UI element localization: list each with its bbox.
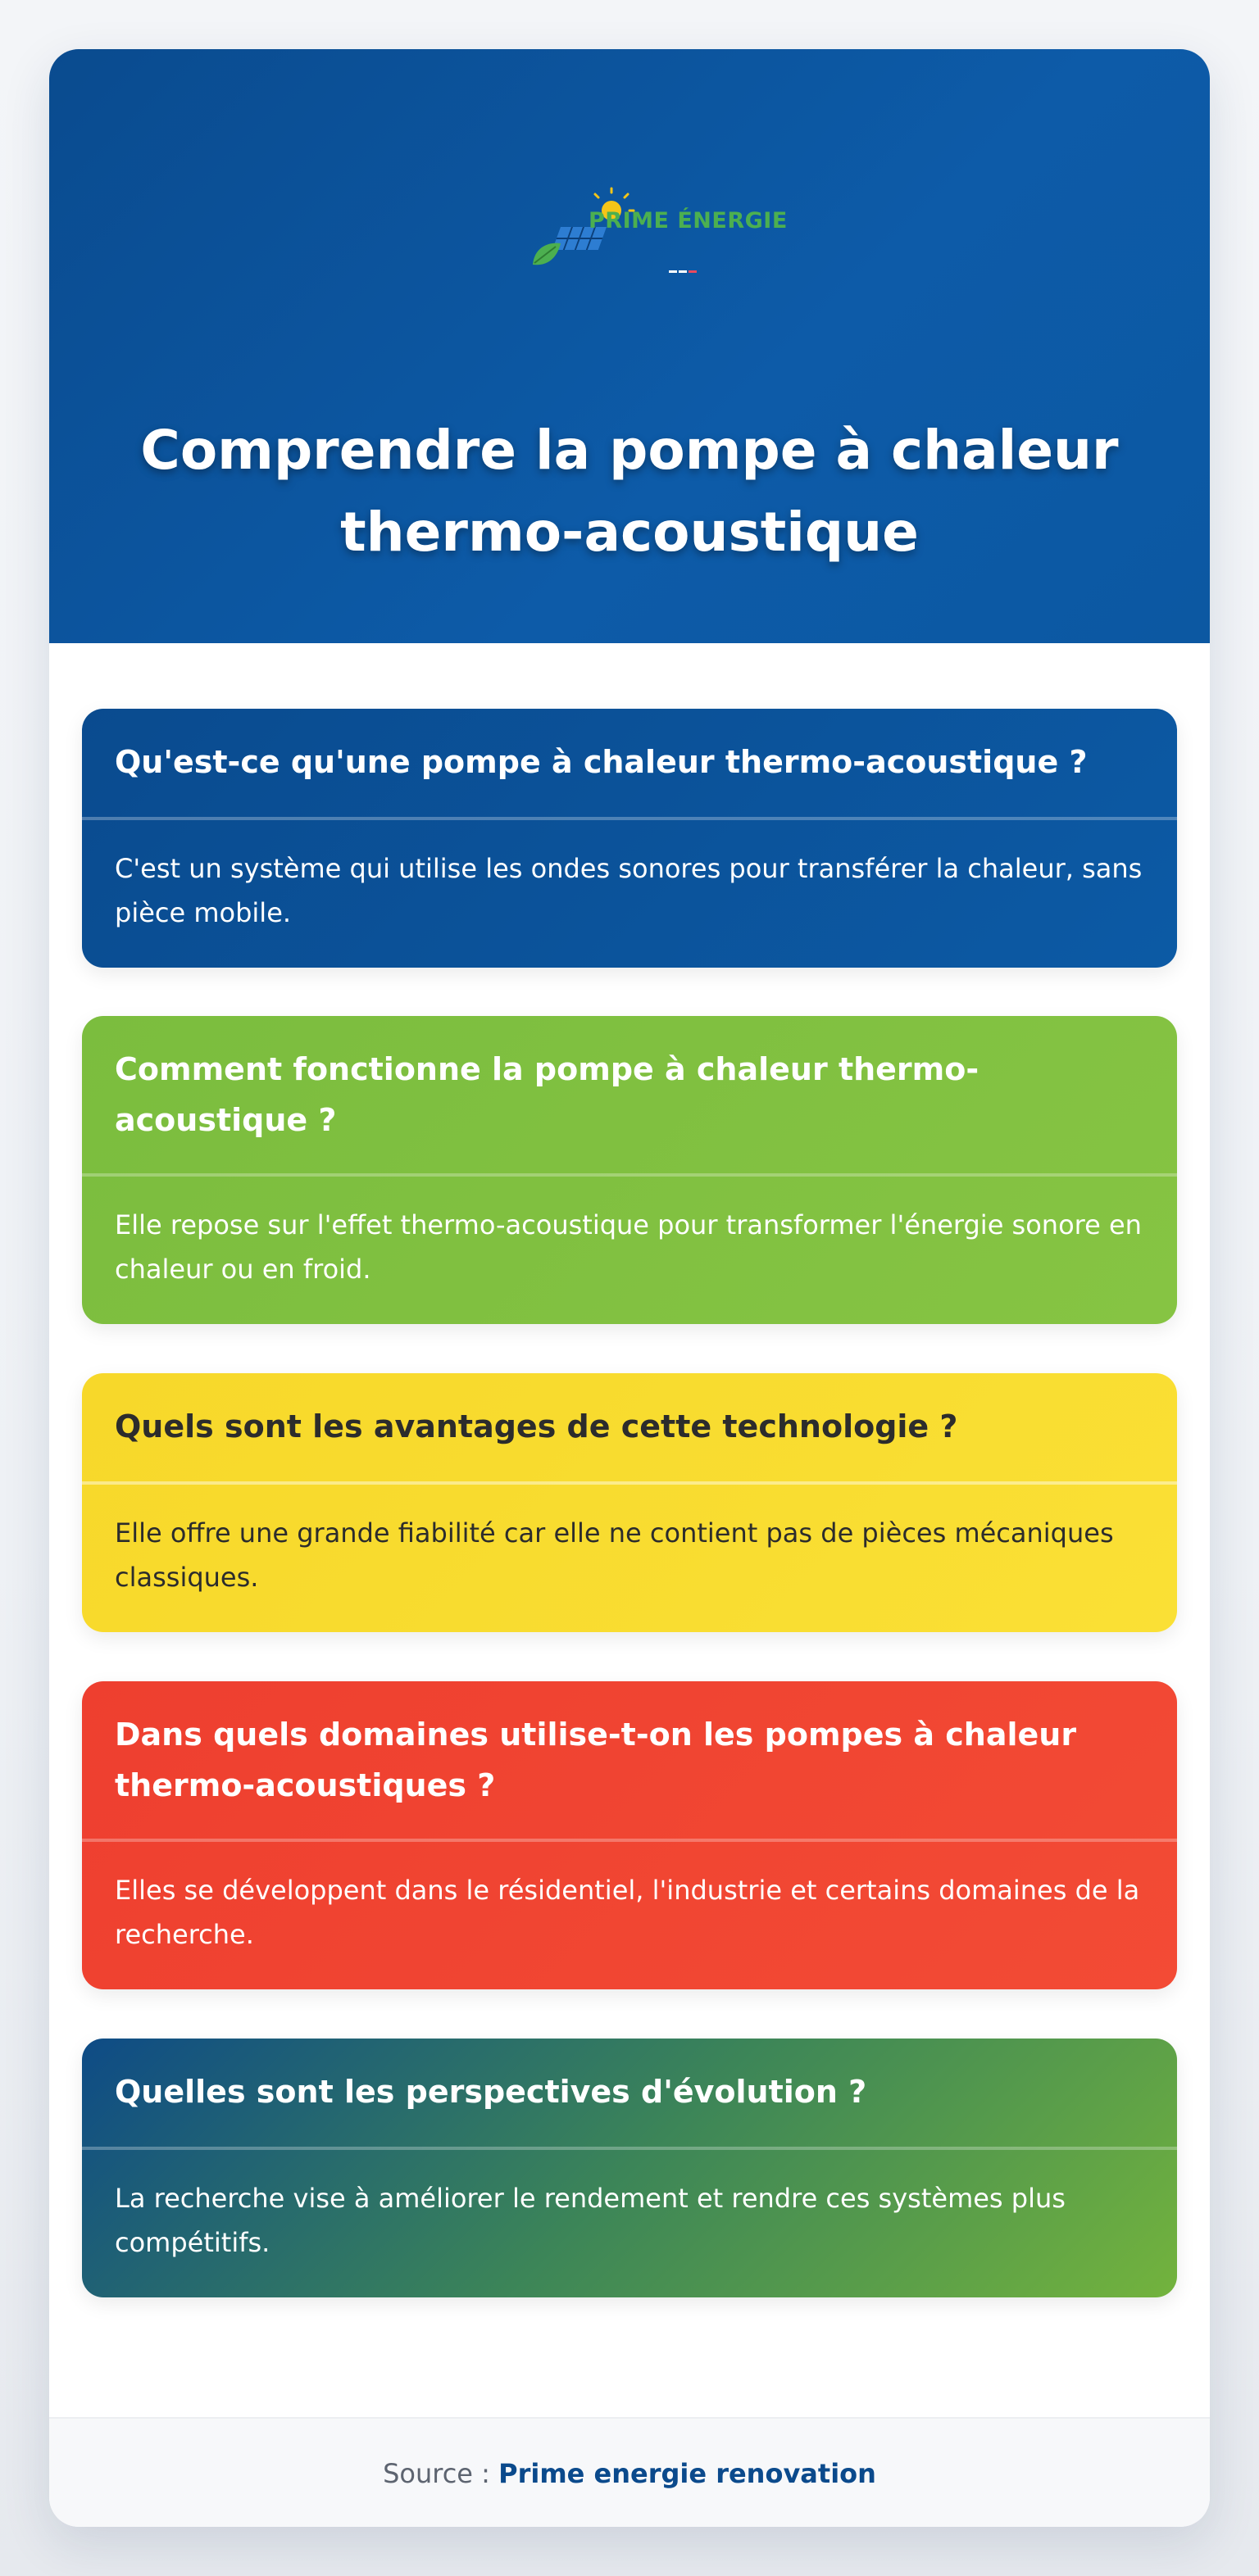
qa-answer: La recherche vise à améliorer le rendement et rendre ces systèmes plus compétitifs.: [115, 2183, 1066, 2258]
qa-answer: Elle offre une grande fiabilité car elle ne contient pas de pièces mécaniques classiques.: [115, 1517, 1114, 1593]
prime-energie-logo: [479, 168, 780, 307]
qa-divider: [82, 817, 1177, 820]
qa-divider: [82, 1839, 1177, 1842]
qa-card-functioning: [82, 1016, 1177, 1324]
qa-question: Qu'est-ce qu'une pompe à chaleur thermo-acoustique ?: [115, 744, 1088, 780]
infographic-card: [49, 49, 1210, 2527]
qa-answer: C'est un système qui utilise les ondes sonores pour transférer la chaleur, sans pièce mobile.: [115, 853, 1143, 928]
source-prefix: Source :: [383, 2458, 499, 2489]
qa-question: Comment fonctionne la pompe à chaleur thermo-acoustique ?: [115, 1051, 979, 1138]
qa-answer: Elles se développent dans le résidentiel, l'industrie et certains domaines de la recherche.: [115, 1875, 1140, 1950]
logo-brand-text: PRIME ÉNERGIE: [589, 208, 788, 234]
qa-divider: [82, 1481, 1177, 1485]
qa-question: Quelles sont les perspectives d'évolution ?: [115, 2074, 867, 2110]
source-footer: [49, 2417, 1210, 2527]
qa-question: Dans quels domaines utilise-t-on les pompes à chaleur thermo-acoustiques ?: [115, 1717, 1077, 1803]
header-banner: [49, 49, 1210, 643]
leaf-icon: [533, 243, 561, 265]
qa-card-definition: [82, 709, 1177, 968]
qa-card-perspectives: [82, 2039, 1177, 2297]
qa-divider: [82, 1173, 1177, 1177]
qa-answer: Elle repose sur l'effet thermo-acoustique pour transformer l'énergie sonore en chaleur ou en froid.: [115, 1209, 1142, 1285]
source-link[interactable]: Prime energie renovation: [498, 2458, 876, 2489]
page-title: Comprendre la pompe à chaleur thermo-acoustique: [140, 419, 1119, 564]
qa-card-domains: [82, 1681, 1177, 1989]
qa-card-advantages: [82, 1373, 1177, 1632]
qa-divider: [82, 2147, 1177, 2150]
qa-question: Quels sont les avantages de cette technologie ?: [115, 1408, 958, 1444]
